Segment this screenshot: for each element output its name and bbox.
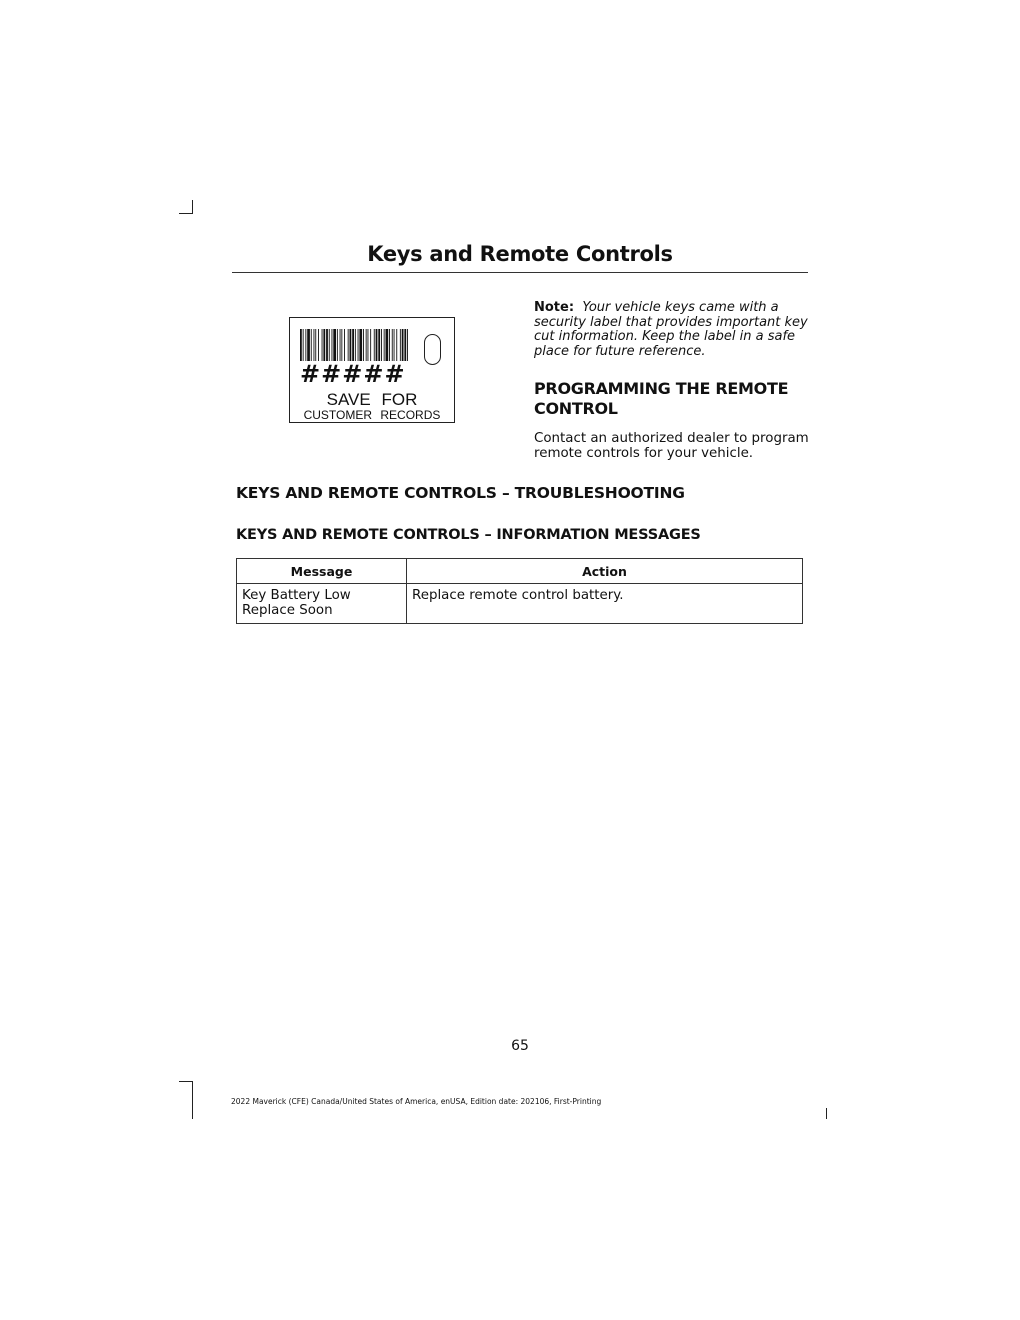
page-number: 65 bbox=[511, 1038, 529, 1054]
barcode-bar bbox=[350, 329, 352, 361]
title-divider bbox=[232, 272, 808, 273]
barcode-bar bbox=[396, 329, 397, 361]
barcode-bar bbox=[402, 329, 404, 361]
note-label: Note: bbox=[534, 300, 575, 315]
barcode-bar bbox=[378, 329, 380, 361]
barcode-bar bbox=[392, 329, 393, 361]
barcode-bar bbox=[305, 329, 306, 361]
barcode-bar bbox=[384, 329, 385, 361]
barcode-bar bbox=[348, 329, 349, 361]
barcode-bar bbox=[370, 329, 371, 361]
barcode-bar bbox=[322, 329, 323, 361]
barcode-bar bbox=[358, 329, 359, 361]
barcode-bar bbox=[394, 329, 395, 361]
note-text: Your vehicle keys came with a security label that provides important key cut information. Keep the label in a safe place for future reference. bbox=[534, 300, 808, 359]
barcode-bar bbox=[355, 329, 356, 361]
table-row bbox=[237, 584, 803, 624]
barcode-bar bbox=[326, 329, 328, 361]
barcode-bar bbox=[341, 329, 342, 361]
crop-mark-bottom-left bbox=[192, 1081, 193, 1119]
barcode-bar bbox=[315, 329, 316, 361]
barcode-bar bbox=[337, 329, 338, 361]
security-label-illustration bbox=[289, 317, 455, 423]
barcode-bar bbox=[344, 329, 345, 361]
barcode-bar bbox=[307, 329, 310, 361]
security-label-line2: CUSTOMER RECORDS bbox=[303, 408, 441, 422]
note-paragraph bbox=[534, 301, 814, 359]
table-header-row bbox=[237, 559, 803, 584]
barcode-bar bbox=[329, 329, 330, 361]
barcode-bar bbox=[366, 329, 367, 361]
message-cell: Key Battery Low Replace Soon bbox=[237, 584, 407, 624]
barcode-bar bbox=[363, 329, 364, 361]
information-messages-heading: KEYS AND REMOTE CONTROLS – INFORMATION MESSAGES bbox=[236, 527, 701, 543]
page-title: Keys and Remote Controls bbox=[367, 242, 673, 266]
barcode-bar bbox=[318, 329, 319, 361]
right-column bbox=[534, 301, 814, 461]
footer-edition-info: 2022 Maverick (CFE) Canada/United States of America, enUSA, Edition date: 202106, First-Printing bbox=[231, 1097, 602, 1106]
information-messages-table bbox=[236, 558, 803, 624]
barcode-bar bbox=[381, 329, 382, 361]
barcode-bar bbox=[389, 329, 390, 361]
action-cell: Replace remote control battery. bbox=[407, 584, 803, 624]
key-hole-shape bbox=[424, 334, 441, 365]
barcode-bar bbox=[368, 329, 369, 361]
security-label-line1: SAVE FOR bbox=[326, 390, 418, 409]
barcode-bar bbox=[300, 329, 302, 361]
programming-body: Contact an authorized dealer to program remote controls for your vehicle. bbox=[534, 431, 809, 462]
programming-heading: PROGRAMMING THE REMOTE CONTROL bbox=[534, 379, 789, 419]
barcode-bar bbox=[352, 329, 354, 361]
barcode-bar bbox=[332, 329, 333, 361]
barcode-bar bbox=[311, 329, 312, 361]
barcode-graphic bbox=[300, 329, 410, 361]
barcode-bar bbox=[376, 329, 378, 361]
column-header-action: Action bbox=[407, 559, 803, 584]
column-header-message: Message bbox=[237, 559, 407, 584]
crop-mark-top-left bbox=[192, 200, 193, 214]
barcode-bar bbox=[340, 329, 341, 361]
crop-mark-top-left bbox=[179, 213, 193, 214]
barcode-bar bbox=[386, 329, 389, 361]
barcode-bar bbox=[333, 329, 336, 361]
security-label-code: ##### bbox=[300, 360, 406, 388]
barcode-bar bbox=[359, 329, 362, 361]
crop-mark-bottom-right bbox=[826, 1108, 827, 1119]
crop-mark-bottom-left bbox=[179, 1081, 193, 1082]
barcode-bar bbox=[407, 329, 408, 361]
barcode-bar bbox=[404, 329, 406, 361]
barcode-bar bbox=[323, 329, 325, 361]
barcode-bar bbox=[400, 329, 401, 361]
barcode-bar bbox=[314, 329, 315, 361]
troubleshooting-heading: KEYS AND REMOTE CONTROLS – TROUBLESHOOTING bbox=[236, 484, 685, 502]
barcode-bar bbox=[374, 329, 375, 361]
barcode-bar bbox=[303, 329, 304, 361]
